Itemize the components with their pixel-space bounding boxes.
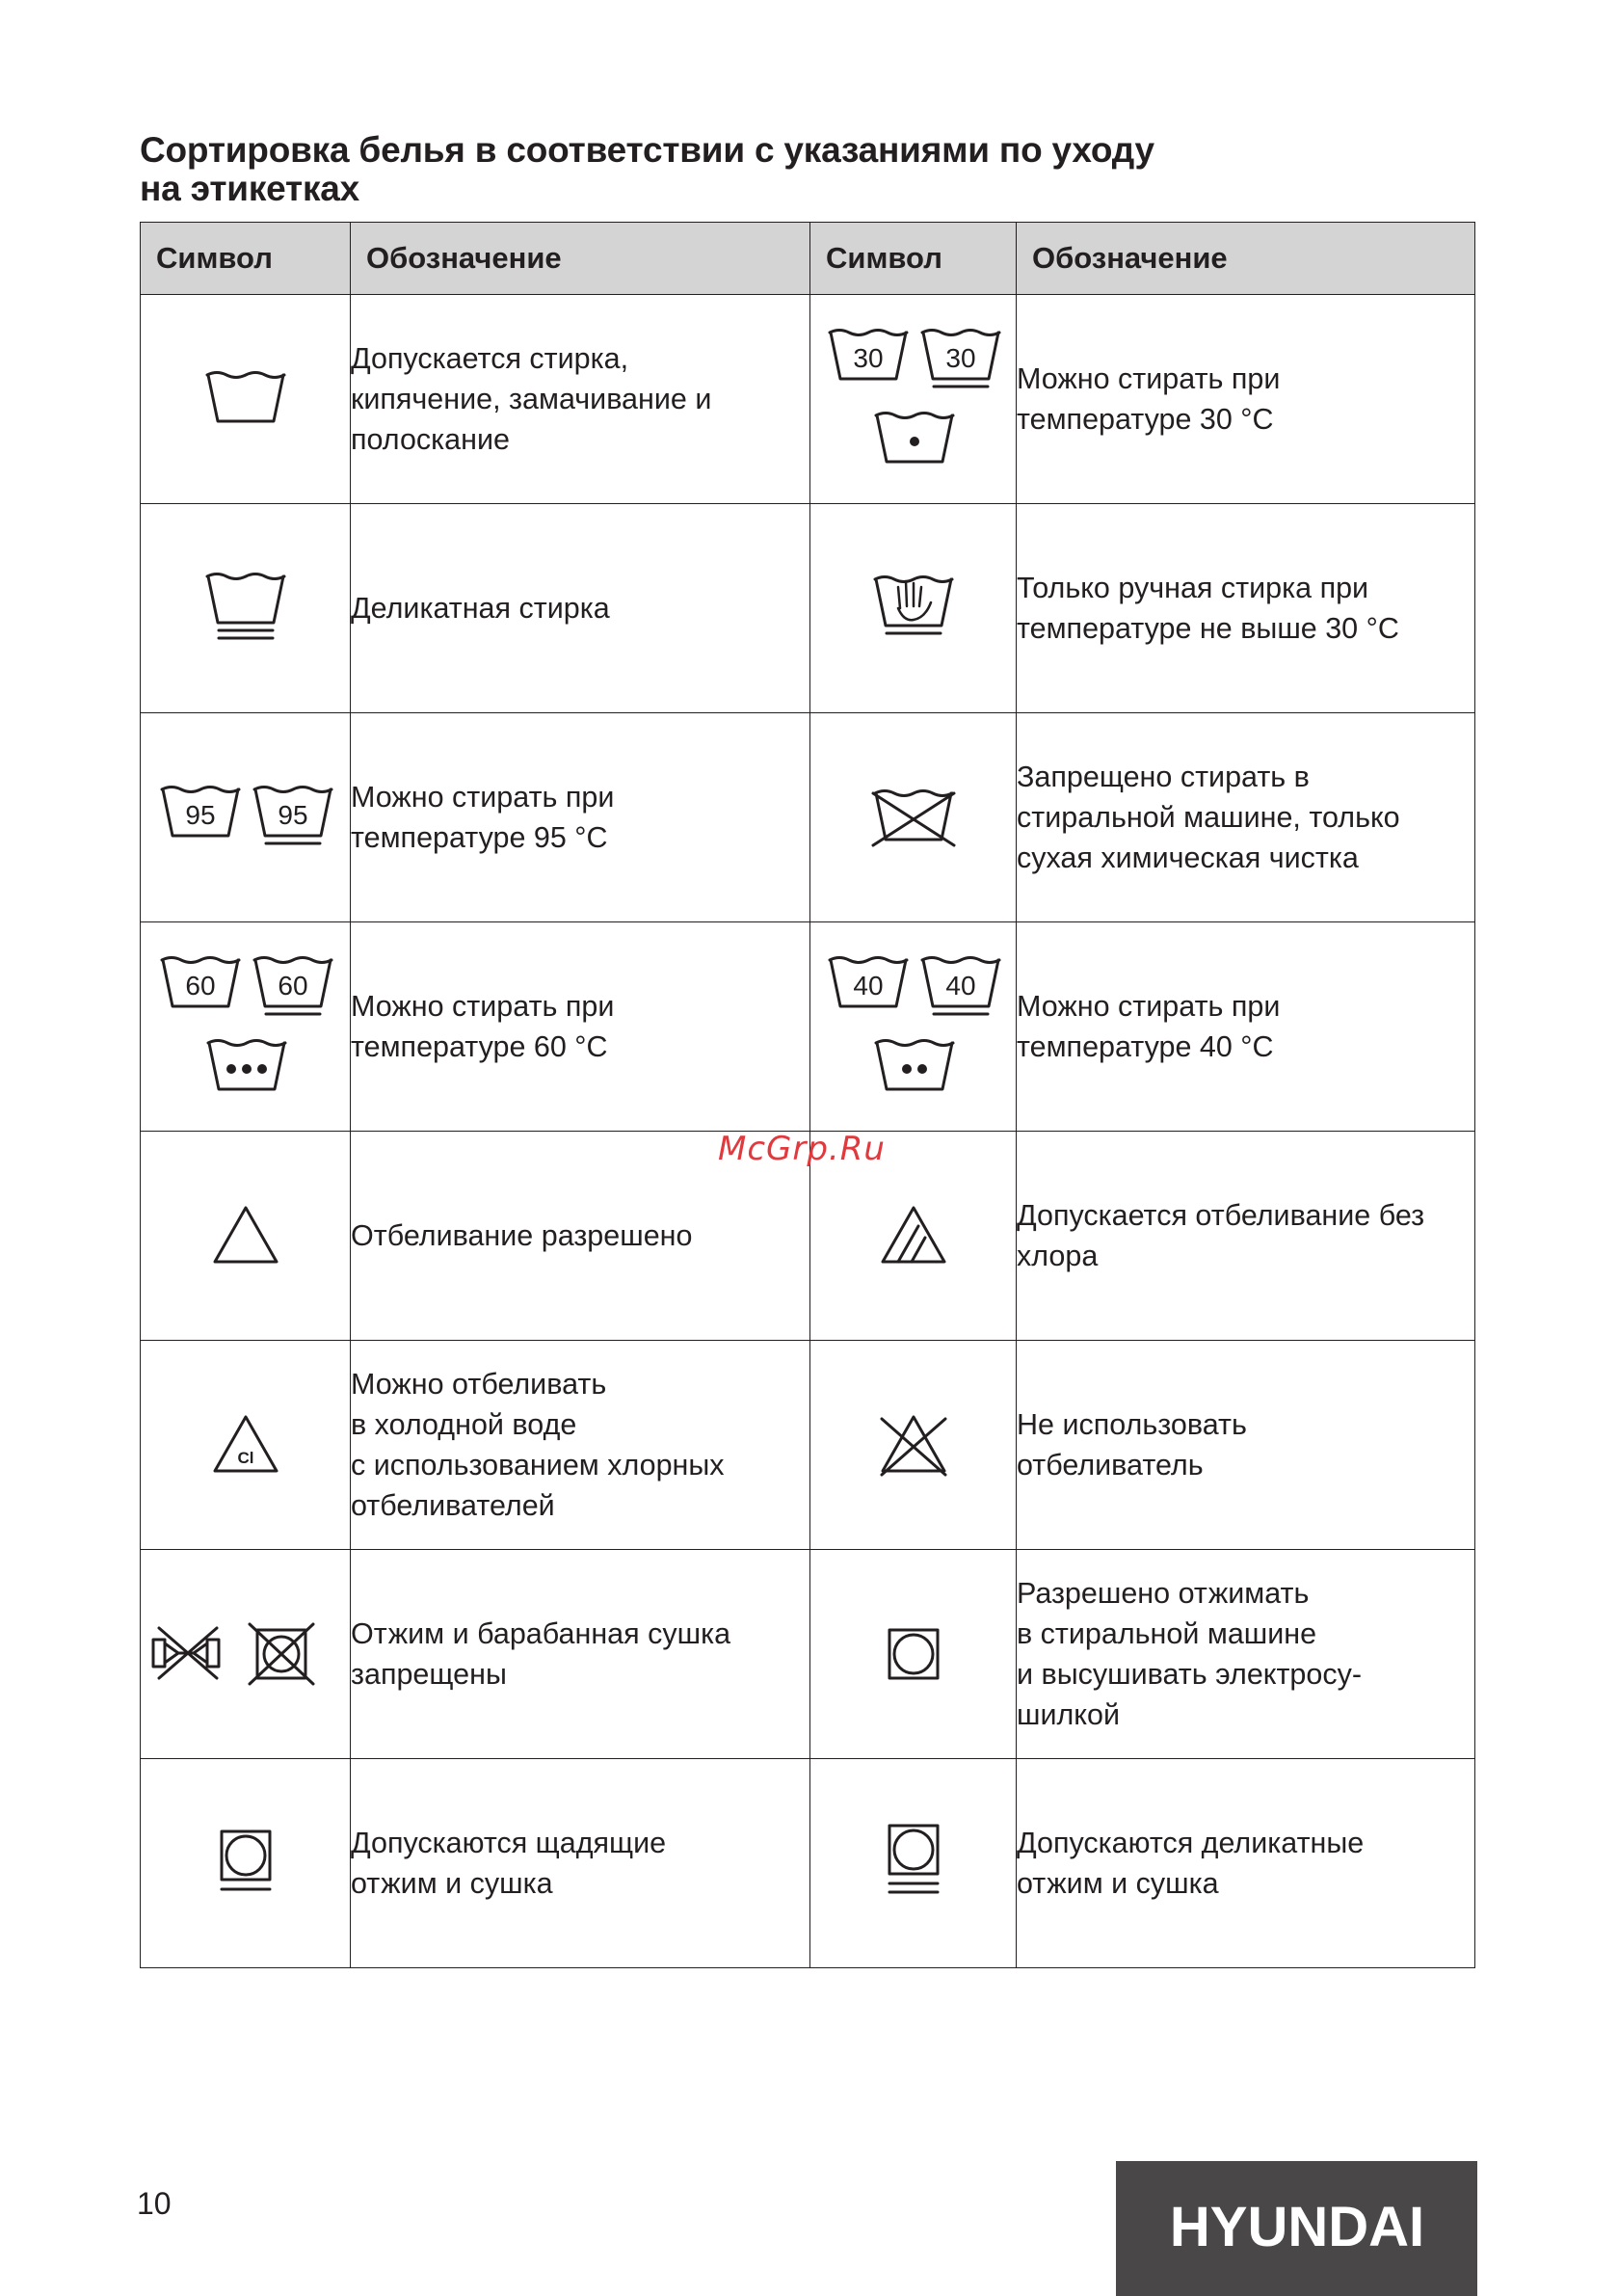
wash-60-icons [154, 945, 337, 1108]
meaning-text-line: стиральной машине, только [1017, 801, 1400, 834]
symbol-cell [810, 1341, 1017, 1550]
symbol-cell [141, 504, 351, 713]
page-number: 10 [137, 2186, 172, 2221]
meaning-text-line: Не использовать [1017, 1408, 1247, 1441]
chlorine-bleach-icon [207, 1411, 284, 1479]
page-title-line-1: Сортировка белья в соответствии с указаниями по уходу [140, 130, 1154, 170]
symbol-cell [141, 922, 351, 1132]
symbol-cell [810, 504, 1017, 713]
meaning-cell [1017, 1132, 1475, 1341]
meaning-text-line: Только ручная стирка при [1017, 572, 1369, 604]
meaning-text-line: в стиральной машине [1017, 1617, 1317, 1650]
meaning-text-line: температуре 60 °C [351, 1030, 608, 1063]
tumble-dry-delicate-icon [880, 1820, 947, 1907]
meaning-text-line: кипячение, замачивание и [351, 383, 712, 415]
meaning-text-line: и высушивать электросу- [1017, 1658, 1363, 1691]
wash-temperature-label: 60 [277, 971, 308, 1001]
no-wring-no-tumble-icons [149, 1620, 342, 1688]
bleach-triangle-icon [207, 1202, 284, 1269]
meaning-text-line: температуре 30 °C [1017, 403, 1274, 436]
meaning-cell [1017, 1550, 1475, 1759]
meaning-cell [351, 1759, 810, 1968]
meaning-text-line: Допускается отбеливание без [1017, 1199, 1425, 1232]
meaning-text-line: сухая химическая чистка [1017, 841, 1359, 874]
symbol-cell [141, 1341, 351, 1550]
wash-tub-icon [202, 363, 289, 436]
symbol-cell [141, 713, 351, 922]
meaning-cell [1017, 1341, 1475, 1550]
wash-temperature-label: 95 [184, 800, 216, 830]
table-row [141, 1341, 1475, 1550]
table-row [141, 295, 1475, 504]
symbol-cell [141, 1759, 351, 1968]
wash-temperature-label: 60 [184, 971, 216, 1001]
meaning-cell [1017, 295, 1475, 504]
wash-temperature-label: 30 [852, 343, 884, 373]
page-title-line-2: на этикетках [140, 169, 360, 208]
hand-wash-icon [870, 560, 957, 656]
meaning-cell [351, 504, 810, 713]
meaning-text-line: температуре 40 °C [1017, 1030, 1274, 1063]
meaning-text-line: хлора [1017, 1240, 1099, 1272]
symbol-cell [141, 1132, 351, 1341]
meaning-text-line: Деликатная стирка [351, 592, 610, 625]
symbol-cell [810, 295, 1017, 504]
meaning-text-line: запрещены [351, 1658, 507, 1691]
meaning-text-line: Можно стирать при [351, 990, 615, 1023]
wash-temperature-label: 95 [277, 800, 308, 830]
watermark: McGrp.Ru [718, 1130, 886, 1168]
chlorine-label: Cl [237, 1449, 253, 1467]
meaning-text-line: температуре не выше 30 °C [1017, 612, 1399, 645]
symbol-cell [141, 295, 351, 504]
meaning-cell [351, 295, 810, 504]
meaning-text-line: Отжим и барабанная сушка [351, 1617, 731, 1650]
wash-95-icons [154, 774, 337, 861]
hyundai-logo [1116, 2161, 1477, 2296]
meaning-cell [1017, 504, 1475, 713]
meaning-text-line: Допускается стирка, [351, 342, 629, 375]
tumble-dry-icon [880, 1620, 947, 1688]
meaning-text-line: отжим и сушка [351, 1867, 553, 1900]
meaning-text-line: Допускаются щадящие [351, 1827, 667, 1859]
wash-30-icons [822, 317, 1005, 481]
meaning-cell [351, 1341, 810, 1550]
symbol-cell [810, 1550, 1017, 1759]
header-meaning-2: Обозначение [1017, 223, 1475, 295]
wash-temperature-label: 40 [944, 971, 976, 1001]
symbol-cell [810, 1759, 1017, 1968]
meaning-text-line: Можно стирать при [1017, 990, 1281, 1023]
meaning-cell [1017, 1759, 1475, 1968]
meaning-cell [351, 1550, 810, 1759]
meaning-text-line: шилкой [1017, 1698, 1120, 1731]
meaning-cell [351, 713, 810, 922]
header-meaning-1: Обозначение [351, 223, 810, 295]
meaning-text-line: с использованием хлорных [351, 1449, 725, 1482]
wash-temperature-label: 40 [852, 971, 884, 1001]
table-row [141, 922, 1475, 1132]
table-row [141, 1759, 1475, 1968]
meaning-text-line: в холодной воде [351, 1408, 577, 1441]
header-symbol-1: Символ [141, 223, 351, 295]
wash-delicate-icon [202, 565, 289, 652]
no-bleach-icon [870, 1411, 957, 1479]
care-symbols-table [140, 222, 1475, 1968]
page-title [140, 131, 1489, 208]
meaning-text-line: Запрещено стирать в [1017, 761, 1310, 793]
symbol-cell [810, 713, 1017, 922]
meaning-text-line: Отбеливание разрешено [351, 1219, 693, 1252]
header-symbol-2: Символ [810, 223, 1017, 295]
meaning-text-line: отбеливателей [351, 1489, 555, 1522]
meaning-text-line: отбеливатель [1017, 1449, 1204, 1482]
meaning-text-line: Разрешено отжимать [1017, 1577, 1310, 1610]
meaning-text-line: Можно стирать при [351, 781, 615, 814]
meaning-cell [1017, 713, 1475, 922]
meaning-text-line: отжим и сушка [1017, 1867, 1219, 1900]
non-chlorine-bleach-icon [875, 1202, 952, 1269]
meaning-cell [351, 922, 810, 1132]
symbol-cell [810, 922, 1017, 1132]
tumble-dry-gentle-icon [212, 1824, 279, 1903]
meaning-cell [1017, 922, 1475, 1132]
meaning-text-line: Допускаются деликатные [1017, 1827, 1365, 1859]
svg-text:HYUNDAI: HYUNDAI [1169, 2196, 1424, 2258]
wash-40-icons [822, 945, 1005, 1108]
table-row [141, 1550, 1475, 1759]
meaning-text-line: Можно стирать при [1017, 362, 1281, 395]
meaning-text-line: полоскание [351, 423, 510, 456]
table-header-row [141, 223, 1475, 295]
meaning-text-line: Можно отбеливать [351, 1368, 607, 1401]
table-row [141, 504, 1475, 713]
symbol-cell [141, 1550, 351, 1759]
table-row [141, 713, 1475, 922]
meaning-text-line: температуре 95 °C [351, 821, 608, 854]
no-wash-icon [865, 782, 962, 854]
wash-temperature-label: 30 [944, 343, 976, 373]
